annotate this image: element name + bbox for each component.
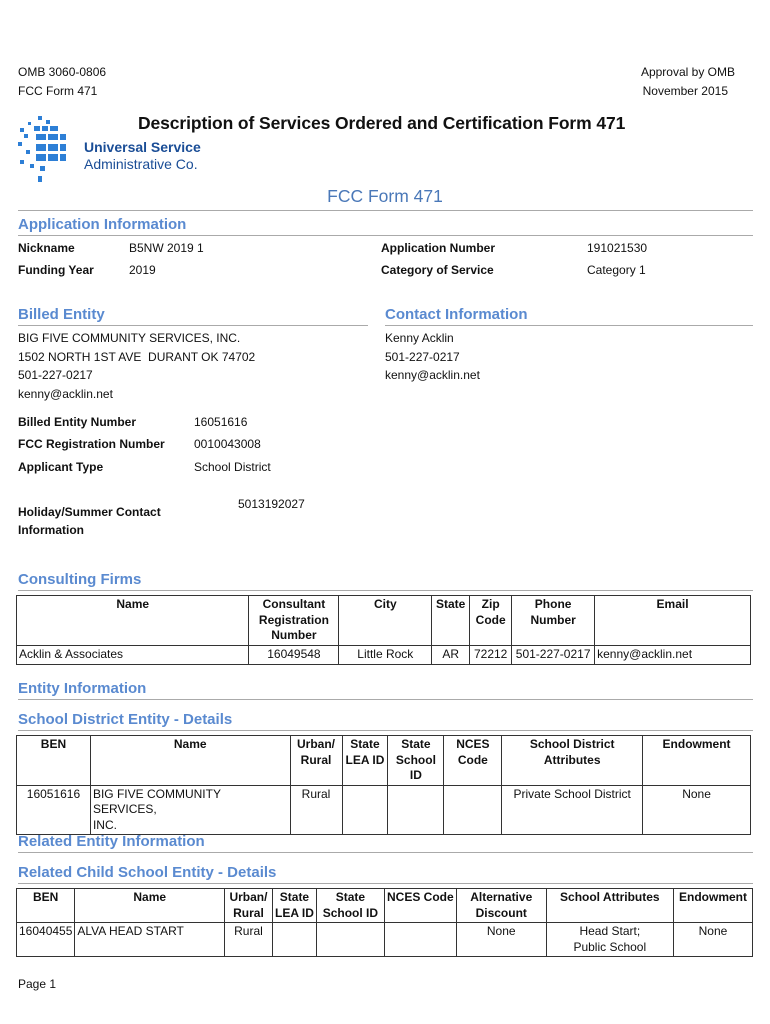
section-consulting-firms: Consulting Firms [18, 571, 142, 588]
cell-state: AR [432, 646, 470, 665]
cell-city: Little Rock [339, 646, 432, 665]
ben-value: 16051616 [194, 415, 248, 429]
section-divider [18, 730, 753, 731]
section-school-district-entity-details: School District Entity - Details [18, 711, 233, 728]
col-phone-number: Phone Number [512, 596, 595, 646]
logo-line-1: Universal Service [84, 139, 201, 155]
col-urban-rural: Urban/ Rural [225, 889, 273, 923]
col-ben: BEN [17, 889, 75, 923]
col-state: State [432, 596, 470, 646]
col-name: Name [17, 596, 249, 646]
cell-zip-code: 72212 [470, 646, 512, 665]
col-name: Name [75, 889, 225, 923]
contact-block [385, 329, 480, 385]
cell-consultant-registration-number: 16049548 [249, 646, 339, 665]
section-related-entity-information: Related Entity Information [18, 833, 205, 850]
category-value: Category 1 [587, 263, 646, 277]
section-entity-information: Entity Information [18, 680, 147, 697]
col-endowment: Endowment [643, 736, 751, 786]
nickname-label: Nickname [18, 241, 75, 255]
section-contact-information: Contact Information [385, 306, 528, 323]
section-billed-entity: Billed Entity [18, 306, 105, 323]
section-divider [18, 699, 753, 700]
holiday-contact-label-line-1: Holiday/Summer Contact [18, 505, 161, 519]
cell-name: BIG FIVE COMMUNITY SERVICES, INC. [90, 785, 290, 835]
section-divider [18, 235, 753, 236]
billed-entity-name: BIG FIVE COMMUNITY SERVICES, INC. [18, 331, 241, 345]
col-state-lea-id: State LEA ID [272, 889, 316, 923]
col-urban-rural: Urban/ Rural [290, 736, 342, 786]
contact-name: Kenny Acklin [385, 331, 454, 345]
application-number-label: Application Number [381, 241, 496, 255]
document-title: Description of Services Ordered and Certification Form 471 [138, 113, 626, 133]
cell-school-attributes: Head Start; Public School [546, 923, 673, 957]
usac-pixel-flag-icon [16, 114, 68, 186]
cell-state-lea-id [272, 923, 316, 957]
table-row [17, 785, 751, 835]
section-divider [18, 852, 753, 853]
cell-alternative-discount: None [456, 923, 546, 957]
col-alternative-discount: Alternative Discount [456, 889, 546, 923]
cell-state-school-id [316, 923, 384, 957]
col-nces-code: NCES Code [384, 889, 456, 923]
col-state-school-id: State School ID [316, 889, 384, 923]
cell-email: kenny@acklin.net [595, 646, 751, 665]
col-school-attributes: School Attributes [546, 889, 673, 923]
col-email: Email [595, 596, 751, 646]
cell-nces-code [444, 785, 502, 835]
holiday-contact-label-line-2: Information [18, 523, 84, 537]
cell-phone-number: 501-227-0217 [512, 646, 595, 665]
col-endowment: Endowment [673, 889, 752, 923]
cell-urban-rural: Rural [225, 923, 273, 957]
cell-ben: 16051616 [17, 785, 91, 835]
funding-year-label: Funding Year [18, 263, 94, 277]
approval-date: November 2015 [642, 84, 728, 98]
page-number: Page 1 [18, 977, 57, 991]
cell-urban-rural: Rural [290, 785, 342, 835]
billed-entity-phone: 501-227-0217 [18, 368, 93, 382]
cell-state-school-id [388, 785, 444, 835]
billed-entity-address: 1502 NORTH 1ST AVE DURANT OK 74702 [18, 349, 256, 364]
contact-divider [385, 325, 753, 326]
contact-phone: 501-227-0217 [385, 349, 460, 364]
table-row [17, 923, 753, 957]
section-related-child-school-entity-details: Related Child School Entity - Details [18, 864, 277, 881]
cell-endowment: None [673, 923, 752, 957]
consulting-firms-table [16, 595, 751, 665]
billed-entity-divider [18, 325, 368, 326]
ben-label: Billed Entity Number [18, 415, 137, 429]
logo-line-2: Administrative Co. [84, 156, 198, 172]
cell-name: ALVA HEAD START [75, 923, 225, 957]
col-school-district-attributes: School District Attributes [502, 736, 643, 786]
table-header-row [17, 889, 753, 923]
section-divider [18, 883, 753, 884]
form-title: FCC Form 471 [327, 186, 443, 206]
cell-ben: 16040455 [17, 923, 75, 957]
billed-entity-address-block [18, 329, 255, 403]
title-divider [18, 210, 753, 211]
col-state-lea-id: State LEA ID [342, 736, 388, 786]
nickname-value: B5NW 2019 1 [129, 241, 204, 255]
fcc-registration-label: FCC Registration Number [18, 437, 165, 451]
col-zip-code: Zip Code [470, 596, 512, 646]
cell-name: Acklin & Associates [17, 646, 249, 665]
cell-nces-code [384, 923, 456, 957]
col-nces-code: NCES Code [444, 736, 502, 786]
billed-entity-email: kenny@acklin.net [18, 386, 113, 401]
section-divider [18, 590, 753, 591]
school-district-entity-table [16, 735, 751, 835]
cell-school-district-attributes: Private School District [502, 785, 643, 835]
cell-endowment: None [643, 785, 751, 835]
funding-year-value: 2019 [129, 263, 156, 277]
col-city: City [339, 596, 432, 646]
applicant-type-value: School District [194, 460, 271, 474]
col-state-school-id: State School ID [388, 736, 444, 786]
table-header-row [17, 596, 751, 646]
table-row [17, 646, 751, 665]
table-header-row [17, 736, 751, 786]
col-name: Name [90, 736, 290, 786]
contact-email: kenny@acklin.net [385, 368, 480, 382]
category-label: Category of Service [381, 263, 494, 277]
fcc-registration-value: 0010043008 [194, 437, 261, 451]
cell-state-lea-id [342, 785, 388, 835]
related-child-school-table [16, 888, 753, 957]
omb-number: OMB 3060-0806 [18, 65, 107, 79]
section-application-information: Application Information [18, 216, 187, 233]
holiday-contact-value: 5013192027 [238, 497, 305, 511]
application-number-value: 191021530 [587, 241, 648, 255]
col-ben: BEN [17, 736, 91, 786]
applicant-type-label: Applicant Type [18, 460, 104, 474]
col-consultant-registration-number: Consultant Registration Number [249, 596, 339, 646]
approval-text: Approval by OMB [640, 65, 735, 79]
form-code: FCC Form 471 [18, 84, 98, 98]
